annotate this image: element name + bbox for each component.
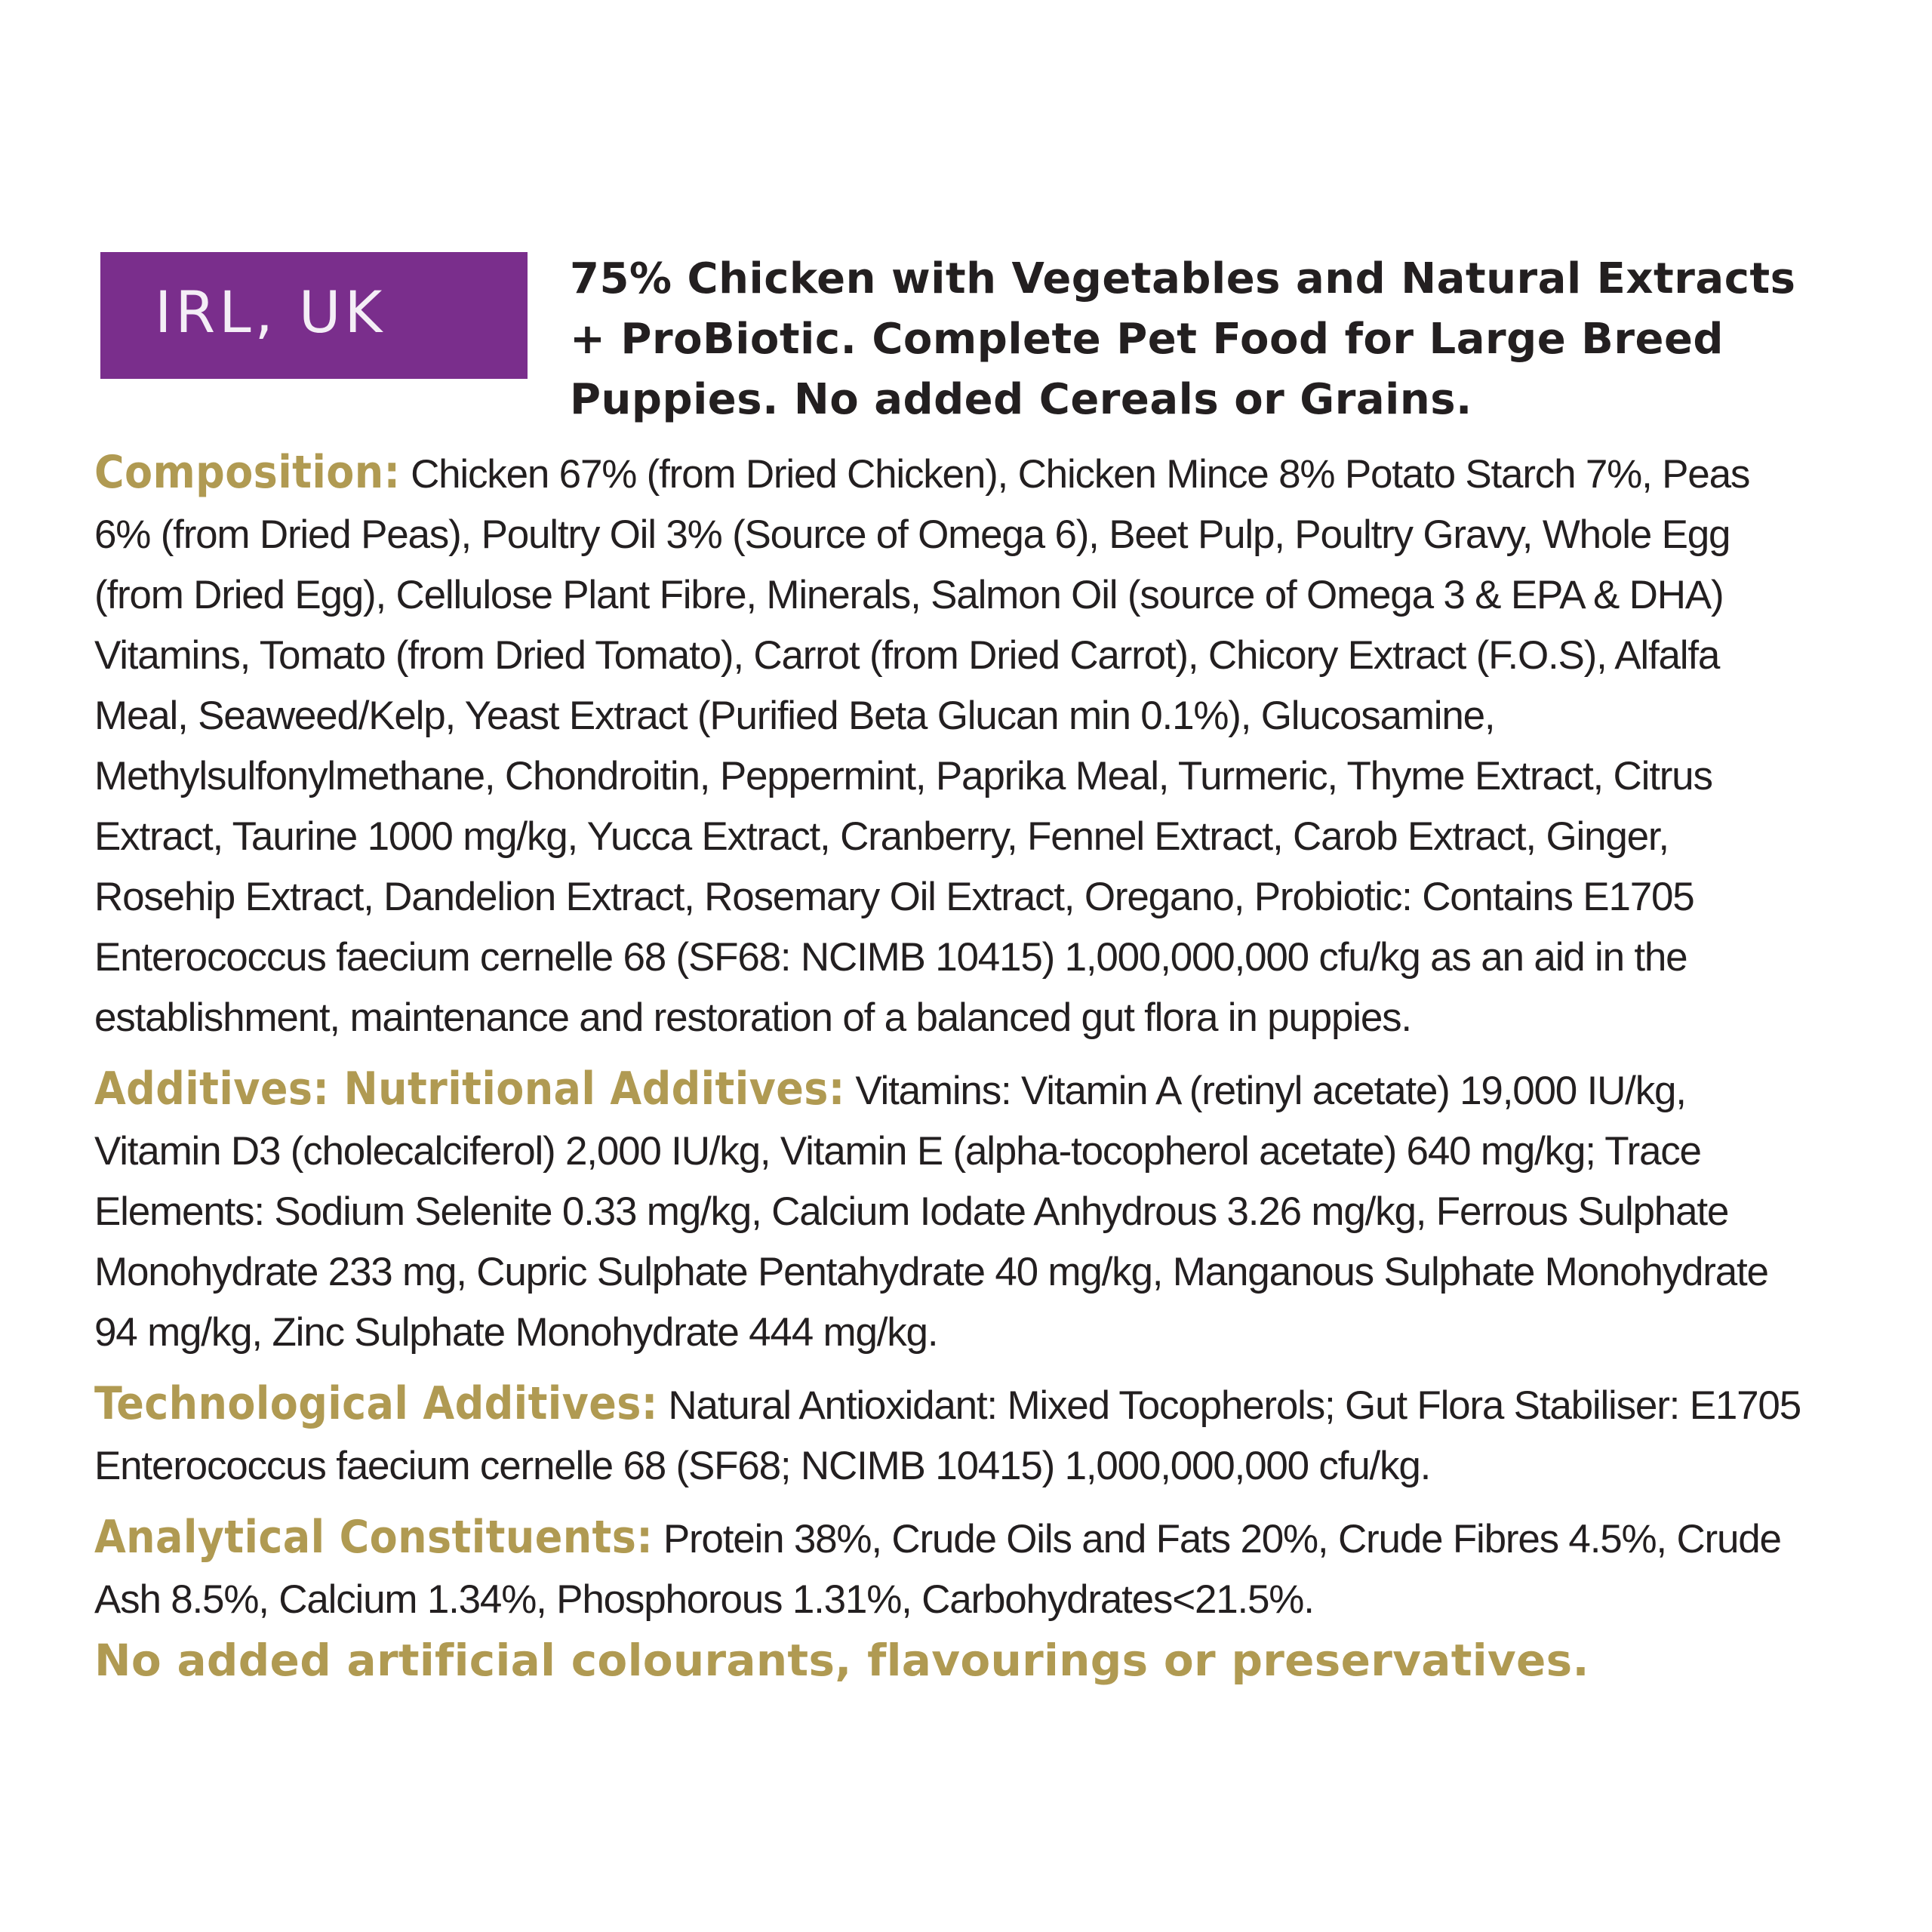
nutritional-additives-heading: Additives: Nutritional Additives: xyxy=(94,1063,845,1115)
analytical-constituents-section xyxy=(94,1507,1807,1630)
composition-section xyxy=(94,442,1807,1048)
technological-additives-heading: Technological Additives: xyxy=(94,1377,658,1430)
pet-food-label xyxy=(94,249,1807,1690)
region-badge-text: IRL, UK xyxy=(155,278,386,346)
technological-additives-text: Natural Antioxidant: Mixed Tocopherols; Gut Flora Stabiliser: E1705 Enterococcus faecium cernelle 68 (SF68; NCIMB 10415) 1,000,000,000 cfu/kg. xyxy=(94,1383,1801,1488)
region-badge xyxy=(100,252,528,379)
composition-text: Chicken 67% (from Dried Chicken), Chicken Mince 8% Potato Starch 7%, Peas 6% (from Dried Peas), Poultry Oil 3% (Source of Omega 6), Beet Pulp, Poultry Gravy, Whole Egg (from Dried Egg), Cellulose Plant Fibre, Minerals, Salmon Oil (source of Omega 3 & EPA & DHA) Vitamins, Tomato (from Dried Tomato), Carrot (from Dried Carrot), Chicory Extract (F.O.S), Alfalfa Meal, Seaweed/Kelp, Yeast Extract (Purified Beta Glucan min 0.1%), Glucosamine, Methylsulfonylmethane, Chondroitin, Peppermint, Paprika Meal, Turmeric, Thyme Extract, Citrus Extract, Taurine 1000 mg/kg, Yucca Extract, Cranberry, Fennel Extract, Carob Extract, Ginger, Rosehip Extract, Dandelion Extract, Rosemary Oil Extract, Oregano, Probiotic: Contains E1705 Enterococcus faecium cernelle 68 (SF68: NCIMB 10415) 1,000,000,000 cfu/kg as an aid in the establishment, maintenance and restoration of a balanced gut flora in puppies. xyxy=(94,452,1750,1040)
nutritional-additives-section xyxy=(94,1059,1807,1363)
composition-heading: Composition: xyxy=(94,446,401,499)
analytical-constituents-heading: Analytical Constituents: xyxy=(94,1511,654,1564)
product-title: 75% Chicken with Vegetables and Natural Extracts + ProBiotic. Complete Pet Food for Large Breed Puppies. No added Cereals or Grains. xyxy=(570,254,1796,424)
nutritional-additives-text: Vitamins: Vitamin A (retinyl acetate) 19,000 IU/kg, Vitamin D3 (cholecalciferol) 2,000 IU/kg, Vitamin E (alpha-tocopherol acetate) 640 mg/kg; Trace Elements: Sodium Selenite 0.33 mg/kg, Calcium Iodate Anhydrous 3.26 mg/kg, Ferrous Sulphate Monohydrate 233 mg, Cupric Sulphate Pentahydrate 40 mg/kg, Manganous Sulphate Monohydrate 94 mg/kg, Zinc Sulphate Monohydrate 444 mg/kg. xyxy=(94,1069,1768,1355)
analytical-constituents-text: Protein 38%, Crude Oils and Fats 20%, Crude Fibres 4.5%, Crude Ash 8.5%, Calcium 1.34%, Phosphorous 1.31%, Carbohydrates<21.5%. xyxy=(94,1517,1781,1622)
technological-additives-section xyxy=(94,1374,1807,1497)
no-artificial-additives-note: No added artificial colourants, flavourings or preservatives. xyxy=(94,1635,1589,1686)
